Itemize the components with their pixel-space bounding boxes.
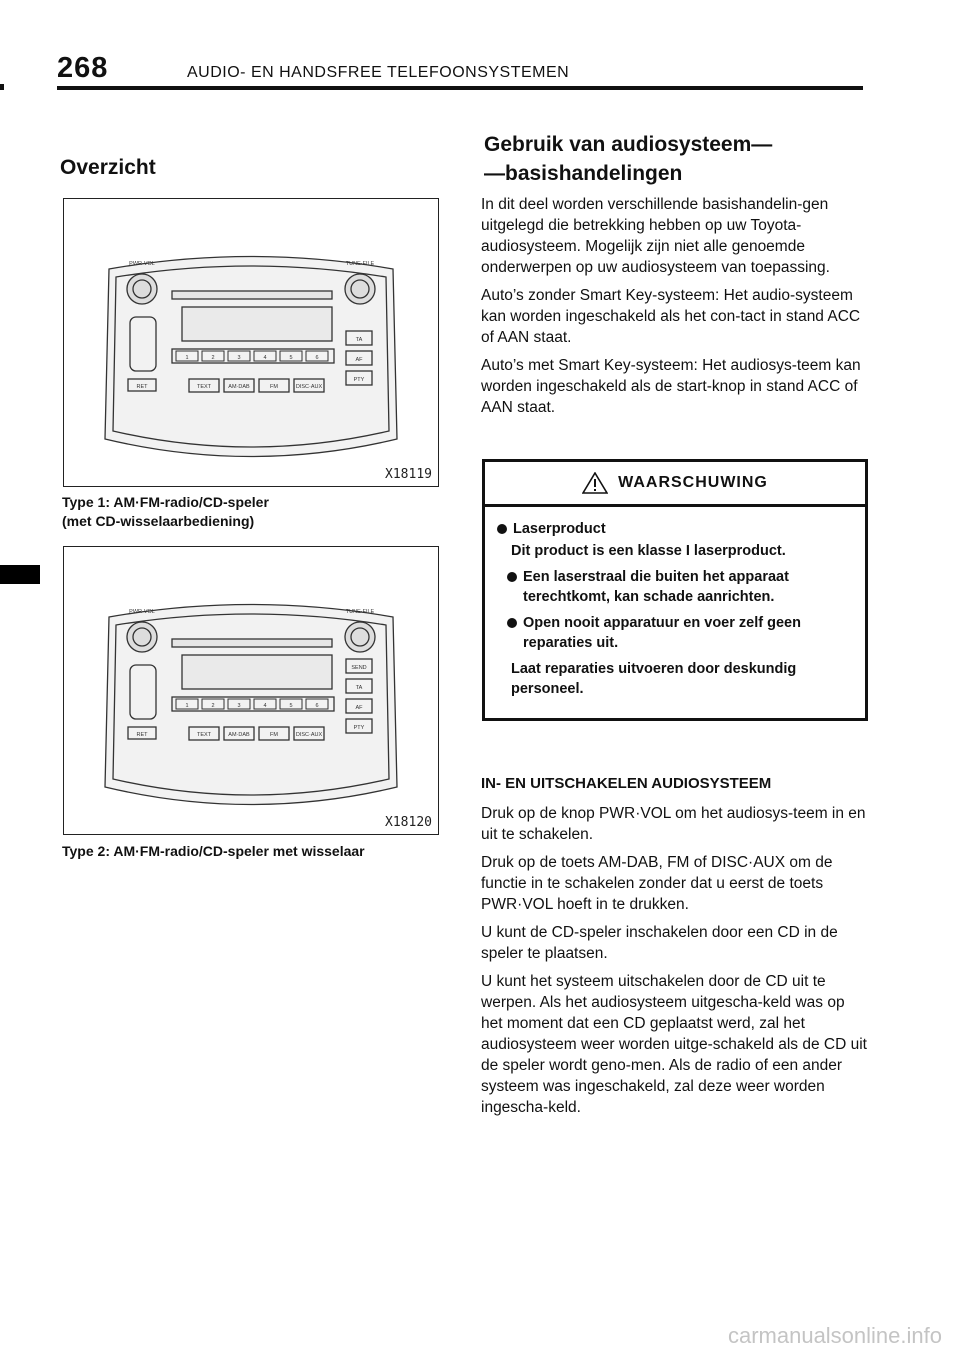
label-pwr-vol: PWR·VOL — [129, 261, 155, 267]
figure-type-1 — [63, 198, 439, 487]
label-af: AF — [355, 357, 363, 363]
warning-body — [485, 507, 865, 699]
label-ret: RET — [136, 732, 148, 738]
warning-triangle-icon — [582, 472, 608, 494]
label-text: TEXT — [196, 732, 212, 738]
running-title: AUDIO- EN HANDSFREE TELEFOONSYSTEMEN — [187, 64, 570, 81]
preset-5: 5 — [289, 703, 293, 709]
label-send: SEND — [351, 665, 367, 671]
warning-title: WAARSCHUWING — [618, 474, 768, 491]
section-heading: IN- EN UITSCHAKELEN AUDIOSYSTEEM — [481, 775, 772, 792]
warning-subitem — [497, 567, 855, 607]
preset-6: 6 — [315, 355, 319, 361]
label-ta: TA — [355, 337, 363, 343]
label-pty: PTY — [353, 377, 365, 383]
warning-item-text: Laserproduct — [513, 521, 606, 537]
figure-code: X18119 — [385, 467, 432, 482]
preset-1: 1 — [185, 355, 189, 361]
paragraph: In dit deel worden verschillende basishandelin-gen uitgelegd die betrekking hebben op uw Toyota-audiosysteem. Mogelijk zijn niet alle genoemde onderwerpen op uw audiosysteem van toepassing. — [481, 196, 830, 276]
preset-3: 3 — [237, 703, 241, 709]
label-am-dab: AM·DAB — [228, 384, 250, 390]
preset-3: 3 — [237, 355, 241, 361]
label-tune-file: TUNE·FILE — [345, 609, 375, 615]
watermark: carmanualsonline.info — [727, 1323, 942, 1348]
label-disc-aux: DISC·AUX — [295, 384, 323, 390]
intro-text — [481, 194, 869, 425]
warning-closing: Laat reparaties uitvoeren door deskundig personeel. — [511, 661, 797, 697]
caption-line: Type 2: AM·FM-radio/CD-speler met wisselaar — [62, 843, 365, 859]
warning-subitem-text: Open nooit apparatuur en voer zelf geen reparaties uit. — [523, 615, 801, 651]
preset-5: 5 — [289, 355, 293, 361]
preset-2: 2 — [211, 703, 215, 709]
heading-gebruik — [484, 130, 772, 188]
paragraph: Auto’s zonder Smart Key-systeem: Het audio-systeem kan worden ingeschakeld als het con-tact in stand ACC of AAN staat. — [481, 287, 861, 346]
figure-caption-1 — [62, 493, 269, 531]
paragraph: Druk op de knop PWR·VOL om het audiosys-teem in en uit te schakelen. — [481, 805, 866, 843]
label-fm: FM — [270, 732, 278, 738]
warning-header — [485, 462, 865, 507]
label-ta: TA — [355, 685, 363, 691]
figure-type-2 — [63, 546, 439, 835]
section-tab — [0, 565, 40, 584]
heading-line: Gebruik van audiosysteem— — [484, 133, 773, 156]
paragraph: U kunt de CD-speler inschakelen door een CD in de speler te plaatsen. — [481, 924, 838, 962]
figure-code: X18120 — [385, 815, 432, 830]
warning-item — [497, 519, 855, 539]
page-number: 268 — [57, 52, 109, 84]
section-text — [481, 803, 869, 1125]
paragraph: Druk op de toets AM-DAB, FM of DISC·AUX om de functie in te schakelen zonder dat u eerst de toets PWR·VOL hoeft in te drukken. — [481, 854, 833, 913]
preset-6: 6 — [315, 703, 319, 709]
margin-mark — [0, 84, 4, 90]
caption-line: Type 1: AM·FM-radio/CD-speler — [62, 494, 269, 510]
heading-overzicht: Overzicht — [60, 156, 156, 179]
label-af: AF — [355, 705, 363, 711]
label-pty: PTY — [353, 725, 365, 731]
warning-box — [482, 459, 868, 721]
radio-panel-illustration — [64, 547, 438, 834]
paragraph: U kunt het systeem uitschakelen door de CD uit te werpen. Als het audiosysteem uitgescha-keld was op het moment dat een CD geplaatst werd, zal het audiosysteem weer worden uitge-schakeld als de CD uit de speler wordt geno-men. Als de radio of een ander systeem was ingeschakeld, zal deze weer worden ingescha-keld. — [481, 973, 867, 1116]
radio-panel-illustration — [64, 199, 438, 486]
preset-4: 4 — [263, 355, 267, 361]
bullet-icon — [507, 618, 517, 628]
paragraph: Auto’s met Smart Key-systeem: Het audiosys-teem kan worden ingeschakeld als de start-knop in stand ACC of AAN staat. — [481, 357, 861, 416]
figure-caption-2 — [62, 842, 365, 861]
label-text: TEXT — [196, 384, 212, 390]
heading-line: —basishandelingen — [484, 162, 683, 185]
label-ret: RET — [136, 384, 148, 390]
label-disc-aux: DISC·AUX — [295, 732, 323, 738]
bullet-icon — [507, 572, 517, 582]
preset-2: 2 — [211, 355, 215, 361]
label-am-dab: AM·DAB — [228, 732, 250, 738]
preset-4: 4 — [263, 703, 267, 709]
label-pwr-vol: PWR·VOL — [129, 609, 155, 615]
caption-line: (met CD-wisselaarbediening) — [62, 513, 255, 529]
header-rule — [57, 86, 863, 90]
warning-subitem-text: Een laserstraal die buiten het apparaat terechtkomt, kan schade aanrichten. — [523, 569, 789, 605]
label-fm: FM — [270, 384, 278, 390]
preset-1: 1 — [185, 703, 189, 709]
warning-subline: Dit product is een klasse I laserproduct. — [511, 543, 786, 559]
warning-subitem — [497, 613, 855, 653]
label-tune-file: TUNE·FILE — [345, 261, 375, 267]
bullet-icon — [497, 524, 507, 534]
